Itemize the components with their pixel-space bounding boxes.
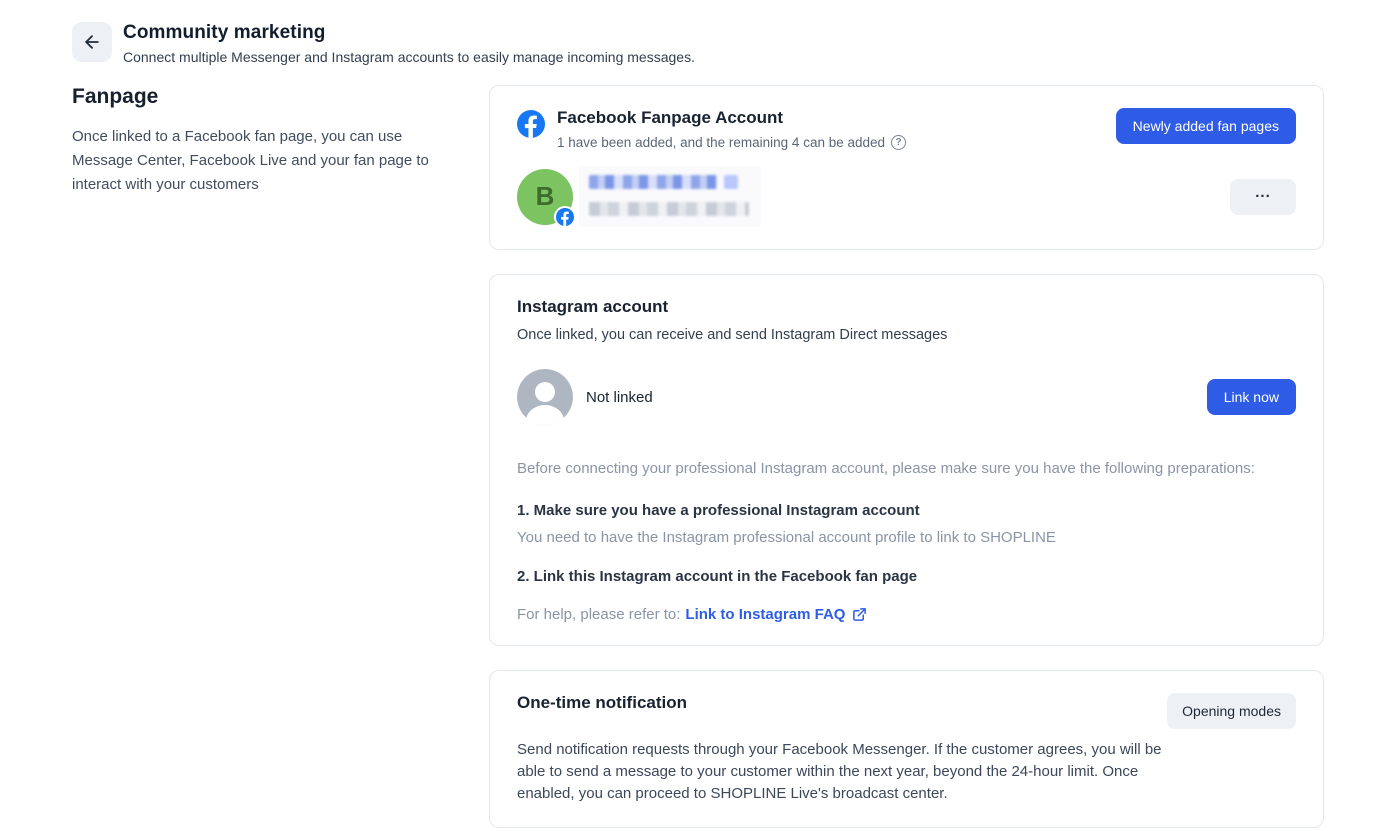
link-now-button[interactable]: Link now <box>1207 379 1296 415</box>
fanpage-avatar <box>517 169 573 225</box>
faq-help-prefix: For help, please refer to: <box>517 606 681 623</box>
redacted-id-line <box>589 202 749 216</box>
section-intro <box>72 85 464 828</box>
facebook-card-titles <box>557 108 906 150</box>
instagram-faq-link[interactable]: Link to Instagram FAQ <box>685 606 846 623</box>
redacted-badge-chip <box>724 175 738 189</box>
section-description: Once linked to a Facebook fan page, you can use Message Center, Facebook Live and your fan page to interact with your customers <box>72 128 429 193</box>
fanpage-account-row <box>517 166 1296 227</box>
one-time-notification-card <box>489 670 1324 828</box>
cards-column <box>489 85 1324 828</box>
notification-card-title: One-time notification <box>517 693 687 712</box>
section-title: Fanpage <box>72 85 159 108</box>
page-header <box>0 0 1390 65</box>
instagram-link-status: Not linked <box>586 388 653 406</box>
redacted-name-line <box>589 175 717 189</box>
person-placeholder-icon <box>517 369 573 425</box>
external-link-icon[interactable] <box>852 607 867 622</box>
notification-card-header <box>517 693 1296 729</box>
facebook-icon <box>517 110 545 138</box>
faq-help-row <box>517 606 1296 623</box>
instagram-preparation-intro: Before connecting your professional Instagram account, please make sure you have the following preparations: <box>517 460 1255 477</box>
fanpage-avatar-letter: B <box>517 169 573 225</box>
facebook-card-title: Facebook Fanpage Account <box>557 108 784 127</box>
facebook-card-header <box>517 108 1296 150</box>
instagram-card-title: Instagram account <box>517 297 669 316</box>
facebook-card-subtitle: 1 have been added, and the remaining 4 can be added <box>557 135 886 150</box>
content <box>0 85 1390 828</box>
page-subtitle: Connect multiple Messenger and Instagram accounts to easily manage incoming messages. <box>123 49 695 65</box>
page-title: Community marketing <box>123 22 326 43</box>
facebook-fanpage-card <box>489 85 1324 250</box>
header-text <box>123 22 695 65</box>
notification-card-body: Send notification requests through your Facebook Messenger. If the customer agrees, you will be able to send a message to your customer within the next year, beyond the 24-hour limit. Once enabled, you can proceed to SHOPLINE Live's broadcast center. <box>517 741 1162 802</box>
more-options-button[interactable]: ... <box>1230 179 1296 215</box>
step-2-heading: 2. Link this Instagram account in the Facebook fan page <box>517 568 918 585</box>
newly-added-fan-pages-button[interactable]: Newly added fan pages <box>1116 108 1296 144</box>
fanpage-name-redacted <box>579 166 761 227</box>
instagram-card <box>489 274 1324 646</box>
instagram-card-subtitle: Once linked, you can receive and send Instagram Direct messages <box>517 327 948 343</box>
facebook-card-subtitle-row <box>557 135 906 150</box>
back-button[interactable] <box>72 22 112 62</box>
help-icon[interactable]: ? <box>891 135 906 150</box>
step-1-description: You need to have the Instagram professional account profile to link to SHOPLINE <box>517 529 1056 546</box>
opening-modes-button[interactable]: Opening modes <box>1167 693 1296 729</box>
arrow-left-icon <box>82 32 102 52</box>
step-1-heading: 1. Make sure you have a professional Instagram account <box>517 502 920 519</box>
facebook-badge-icon <box>554 206 576 228</box>
instagram-status-row <box>517 369 1296 425</box>
